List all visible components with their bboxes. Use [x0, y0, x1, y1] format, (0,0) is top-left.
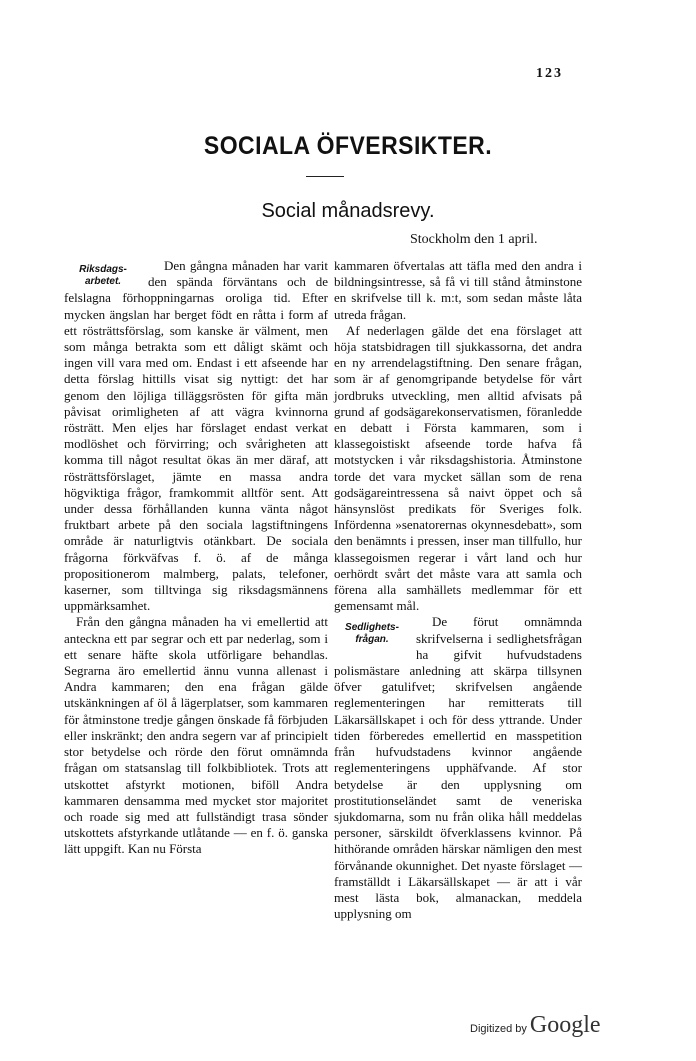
dateline: Stockholm den 1 april.	[410, 232, 538, 247]
title-divider	[306, 176, 344, 177]
right-column	[334, 258, 582, 922]
paragraph: Den gångna månaden har varit den spända förväntans och de felslagna förhoppningarnas oroliga tid. Efter mycken ängslan har berget födt en råtta i form af ett rösträttsförslag, som kanske är välment, men som många betrakta som ett dåligt skämt och ingen vill vara med om. Endast i ett afseende har detta förslag hittills visat sig nyttigt: det har genom den löjliga tilläggsrösten för gifta män påvisat orimligheten af att vägra kvinnorna rösträtt. Men eljes har förslaget endast verkat modlöshet och förvirring; och svårigheten att komma till något resultat ökas än mer däraf, att rösträttsförslaget, jämte en massa andra högviktiga frågor, framkommit alltför sent. Att under dessa förhållanden kunna vänta något fruktbart arbete på den sociala lagstiftningens område är naturligtvis otänkbart. De sociala frågorna förkväfvas f. ö. af de många propositionerom malmberg, palats, telefoner, kaserner, som tilltvinga sig riksdagsmännens uppmärksamhet.	[64, 258, 328, 614]
margin-note-riksdagsarbetet: Riksdags-arbetet.	[79, 264, 127, 287]
paragraph: Af nederlagen gälde det ena förslaget att höja statsbidragen till sjukkassorna, det andra en ny arrendelagstiftning. Den senare frågan, som är af genomgripande betydelse för vårt jordbruks utveckling, men alltid afvisats på grund af godsägarekonservatismen, föranledde en debatt i Första kammaren, som i klassegoistiskt afseende torde hafva få motstycken i vår riksdagshistoria. Åtminstone torde det vara mycket sällan som de rena godsägareintressena så naivt öppet och så hänsynslöst predikats för Sveriges folk. Infördenna »senatorernas okynnesdebatt», som den benämnts i pressen, inser man tillfullo, hur klassegoismen regerar i vårt land och hur oerhördt svårt det måste vara att samla och förena alla samhällets medlemmar för ett gemensamt mål.	[334, 322, 582, 614]
margin-note-sedlighetsfragan: Sedlighets-frågan.	[345, 622, 399, 646]
digitized-by-watermark	[470, 1012, 601, 1039]
section-title: Social månadsrevy.	[261, 200, 435, 222]
digitized-label: Digitized by	[470, 1023, 527, 1035]
main-title: SOCIALA ÖFVERSIKTER.	[203, 132, 493, 160]
paragraph: kammaren öfvertalas att täfla med den andra i bildningsintresse, så få vi till stånd åtminstone en skrifvelse till k. m:t, som sedan måste låta utreda frågan.	[334, 258, 582, 322]
google-logo: Google	[529, 1012, 601, 1038]
paragraph: Från den gångna månaden ha vi emellertid att anteckna ett par segrar och ett par nederlag, som i ett senare häfte skola utförligare behandlas. Segrarna äro emellertid ännu vunna allenast i Andra kammaren; den ena frågan gälde utskänkningen af öl å lägerplatser, som kammaren för åtminstone tredje gången önskade få förbjuden eller inskränkt; den andra segern var af principielt stor betydelse och rörde den förut omnämnda frågan om statsanslag till folkbibliotek. Trots att utskottet afstyrkt motionen, biföll Andra kammaren densamma med mycket stor majoritet och roade sig med att fullständigt trasa sönder utskottets afstyrkande utlåtande — en f. ö. ganska lätt uppgift. Kan nu Första	[64, 614, 328, 857]
left-column	[64, 258, 328, 858]
paragraph: De förut omnämnda skrifvelserna i sedlighetsfrågan ha gifvit hufvudstadens polismästare anledning att skärpa tillsynen öfver gatulifvet; skrifvelsen angående reglementeringen har remitterats till Läkarsällskapet i och för dess yttrande. Under tiden förberedes emellertid en masspetition från hufvudstadens kvinnor angående reglementeringens upphäfvande. Af stor betydelse är den upplysning om prostitutionseländet samt de veneriska sjukdomarna, som nu från olika håll meddelas personer, särskildt öfverklassens kvinnor. På hithörande områden härskar nämligen den mest förvånande okunnighet. Det nyaste förslaget — framställdt i Läkarsällskapet — är att i vår mest lästa bok, almanackan, meddela upplysning om	[334, 614, 582, 922]
page-number: 123	[536, 66, 563, 81]
